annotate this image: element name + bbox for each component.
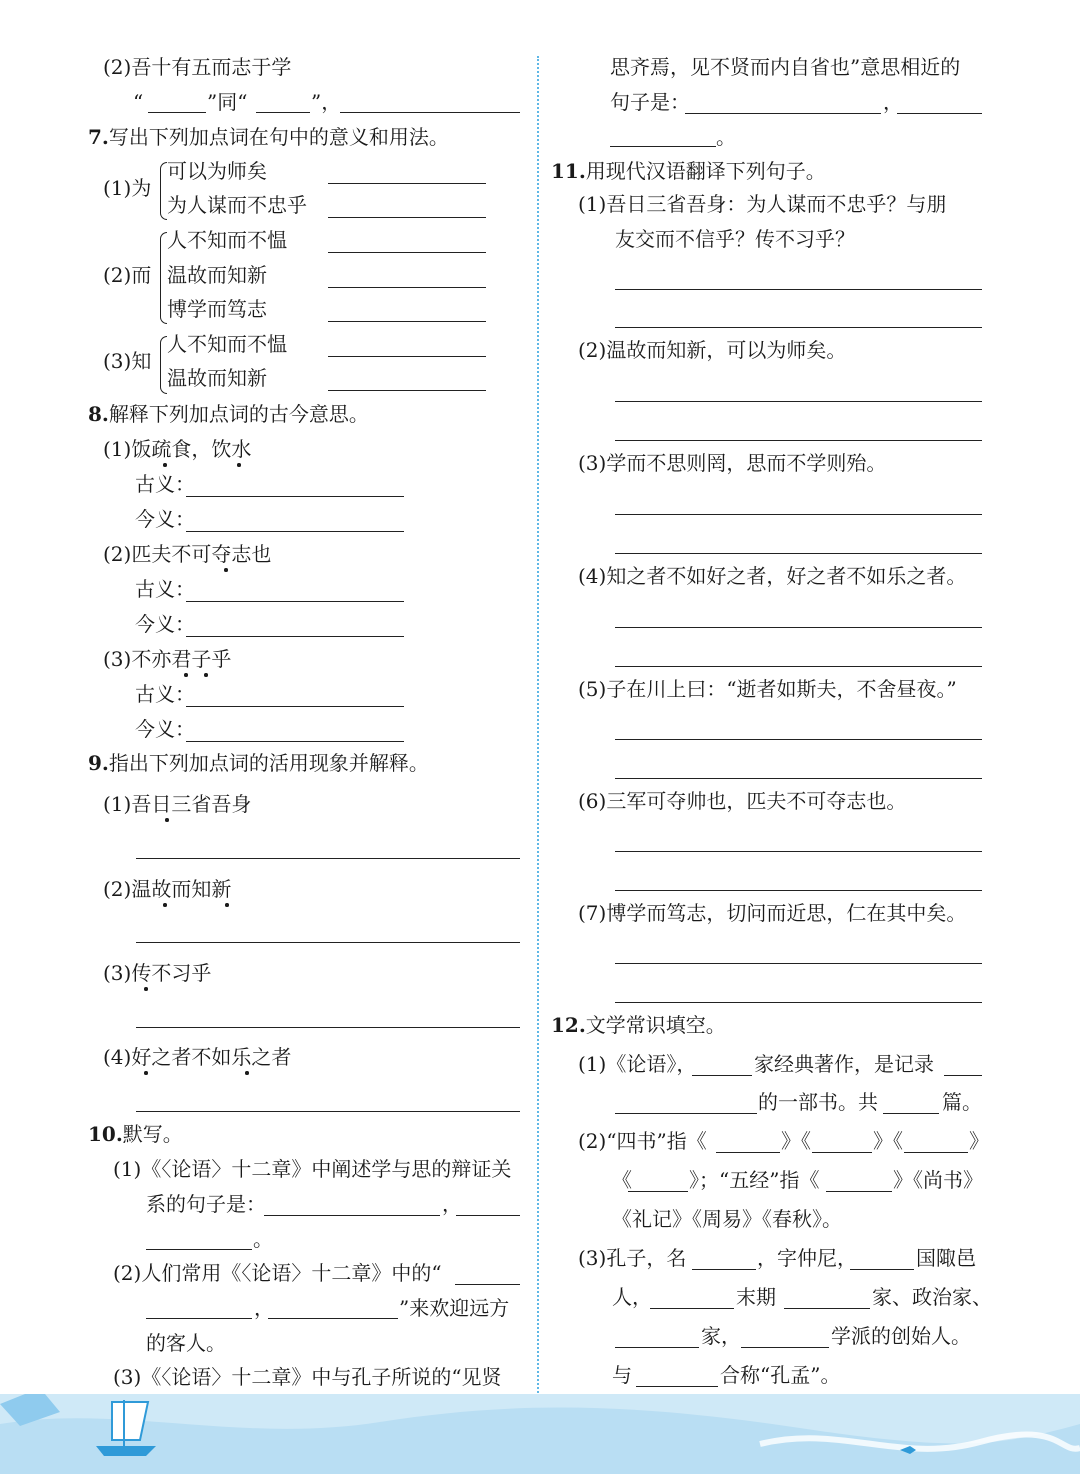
q10-p3-line1: (3)《〈论语〉十二章》中与孔子所说的“见贤 <box>113 1365 502 1389</box>
q10-p2-blank-3[interactable] <box>268 1318 398 1319</box>
emphasis-dot <box>204 673 208 677</box>
q12-c-line1-3: 国陬邑 <box>916 1246 976 1270</box>
q12-b-blank-5[interactable] <box>826 1191 892 1192</box>
q9-title-number: 9. <box>88 751 109 775</box>
q7-g3-label: (3)知 <box>103 349 152 373</box>
q7-g2-c-blank[interactable] <box>328 321 486 322</box>
q10-p2-line1: (2)人们常用《〈论语〉十二章》中的“ <box>113 1261 442 1285</box>
q12-a-line2-2: 篇。 <box>942 1090 982 1114</box>
q10-p1-blank-2[interactable] <box>456 1215 520 1216</box>
q11-s5-blank-1[interactable] <box>615 739 982 740</box>
q9-item1: (1)吾日三省吾身 <box>103 792 252 816</box>
q9-i4-blank[interactable] <box>136 1111 520 1112</box>
q11-title-text: 用现代汉语翻译下列句子。 <box>585 159 826 183</box>
q6-quote-close: ”， <box>311 90 342 114</box>
q12-c-blank-5[interactable] <box>615 1347 699 1348</box>
q12-b-blank-1[interactable] <box>716 1152 780 1153</box>
q12-c-line1-2: ，字仲尼， <box>757 1246 857 1270</box>
q7-g2-label: (2)而 <box>103 263 152 287</box>
q8-i1-jin: 今义： <box>135 507 195 531</box>
q8-i1-gu-blank[interactable] <box>186 496 404 497</box>
q10-p1-blank-1[interactable] <box>264 1215 440 1216</box>
q10-p1-line1: (1)《〈论语〉十二章》中阐述学与思的辩证关 <box>113 1157 512 1181</box>
q12-c-line2-3: 家、政治家、 <box>872 1285 992 1309</box>
q11-s3: (3)学而不思则罔，思而不学则殆。 <box>578 451 887 475</box>
q12-title-text: 文学常识填空。 <box>585 1013 726 1037</box>
q8-item1: (1)饭疏食，饮水 <box>103 437 252 461</box>
q10-p2-blank-1[interactable] <box>455 1284 520 1285</box>
q12-a-line1-1: (1)《论语》， <box>578 1052 697 1076</box>
q11-s7-blank-1[interactable] <box>615 963 982 964</box>
q7-g1-b: 为人谋而不忠乎 <box>167 193 307 217</box>
footer-water-decoration <box>0 1394 1080 1474</box>
q9-title <box>88 750 429 776</box>
q7-g2-a-blank[interactable] <box>328 252 486 253</box>
q12-c-line2-2: 末期 <box>736 1285 776 1309</box>
q12-title <box>551 1012 726 1038</box>
q12-title-number: 12. <box>551 1013 586 1037</box>
q10-title-number: 10. <box>88 1122 123 1146</box>
q9-i2-blank[interactable] <box>136 942 520 943</box>
q12-b-sep-1: 》《 <box>781 1129 811 1153</box>
q10-p2-comma: ， <box>254 1296 274 1320</box>
q8-i3-gu-blank[interactable] <box>186 706 404 707</box>
q12-a-blank-2[interactable] <box>944 1075 982 1076</box>
q12-b-line3: 《礼记》《周易》《春秋》。 <box>612 1207 842 1231</box>
q8-title-text: 解释下列加点词的古今意思。 <box>108 402 369 426</box>
q8-i2-gu-blank[interactable] <box>186 601 404 602</box>
q11-s1-line1: (1)吾日三省吾身：为人谋而不忠乎？与朋 <box>578 192 947 216</box>
q11-s4-blank-2[interactable] <box>615 666 982 667</box>
q8-item2: (2)匹夫不可夺志也 <box>103 542 272 566</box>
emphasis-dot <box>184 673 188 677</box>
q12-a-blank-1[interactable] <box>692 1075 752 1076</box>
q10-p2-blank-2[interactable] <box>146 1318 252 1319</box>
q9-item4: (4)好之者不如乐之者 <box>103 1045 292 1069</box>
q11-s6-blank-2[interactable] <box>615 890 982 891</box>
q8-i1-gu: 古义： <box>135 472 195 496</box>
q10-p1-comma: ， <box>442 1192 462 1216</box>
emphasis-dot <box>245 1071 249 1075</box>
q10-p3-comma: ， <box>883 90 903 114</box>
q7-title-number: 7. <box>88 125 109 149</box>
q12-b-sep-3: 》 <box>969 1129 989 1153</box>
emphasis-dot <box>237 463 241 467</box>
q11-s4-blank-1[interactable] <box>615 627 982 628</box>
emphasis-dot <box>163 903 167 907</box>
q8-i2-jin-blank[interactable] <box>186 636 404 637</box>
column-divider <box>537 56 539 1396</box>
q6-same-as: ”同“ <box>207 90 248 114</box>
q10-p2-tail: ”来欢迎远方 <box>399 1296 510 1320</box>
q12-b-line1-1: (2)“四书”指《 <box>578 1129 707 1153</box>
q7-g2-b-blank[interactable] <box>328 287 486 288</box>
q8-item3: (3)不亦君子乎 <box>103 647 232 671</box>
q7-g3-a-blank[interactable] <box>328 356 486 357</box>
q11-s6: (6)三军可夺帅也，匹夫不可夺志也。 <box>578 789 907 813</box>
q8-title <box>88 401 369 427</box>
brace-icon <box>160 232 167 324</box>
q7-g1-b-blank[interactable] <box>328 217 486 218</box>
q6-blank-1[interactable] <box>148 112 206 113</box>
q11-s2-blank-1[interactable] <box>615 401 982 402</box>
q10-p3-blank-3[interactable] <box>610 146 716 147</box>
q10-p1-line2: 系的句子是： <box>146 1192 266 1216</box>
q12-c-blank-4[interactable] <box>784 1308 870 1309</box>
q7-title <box>88 124 449 150</box>
q12-a-blank-4[interactable] <box>883 1113 939 1114</box>
q9-title-text: 指出下列加点词的活用现象并解释。 <box>108 751 429 775</box>
emphasis-dot <box>224 568 228 572</box>
q11-title-number: 11. <box>551 159 586 183</box>
q12-b-line2-3: 》《尚书》 <box>893 1168 983 1192</box>
q12-a-blank-3[interactable] <box>615 1113 757 1114</box>
q12-c-line3-2: 学派的创始人。 <box>831 1324 971 1348</box>
q9-item3: (3)传不习乎 <box>103 961 212 985</box>
q7-g2-c: 博学而笃志 <box>167 297 267 321</box>
q6-item2: (2)吾十有五而志于学 <box>103 55 292 79</box>
emphasis-dot <box>144 987 148 991</box>
q10-title <box>88 1121 183 1147</box>
q7-g3-b-blank[interactable] <box>328 390 486 391</box>
q12-c-blank-1[interactable] <box>692 1269 756 1270</box>
brace-icon <box>160 162 167 220</box>
q12-a-line1-2: 家经典著作，是记录 <box>754 1052 934 1076</box>
q12-b-line2-1: 《 <box>612 1168 632 1192</box>
emphasis-dot <box>144 1071 148 1075</box>
q7-title-text: 写出下列加点词在句中的意义和用法。 <box>108 125 449 149</box>
emphasis-dot <box>165 818 169 822</box>
q11-title <box>551 158 826 184</box>
q10-p3-end: 。 <box>716 125 736 149</box>
q7-g1-a: 可以为师矣 <box>167 159 267 183</box>
q11-s3-blank-2[interactable] <box>615 553 982 554</box>
q12-b-blank-3[interactable] <box>904 1152 968 1153</box>
q11-s5-blank-2[interactable] <box>615 778 982 779</box>
q9-i1-blank[interactable] <box>136 858 520 859</box>
q11-s1-blank-1[interactable] <box>615 289 982 290</box>
q12-c-line2-1: 人， <box>612 1285 652 1309</box>
q11-s4: (4)知之者不如好之者，好之者不如乐之者。 <box>578 564 967 588</box>
q10-title-text: 默写。 <box>122 1122 183 1146</box>
q8-i3-jin: 今义： <box>135 717 195 741</box>
q12-c-blank-6[interactable] <box>741 1347 829 1348</box>
q12-a-line2-1: 的一部书。共 <box>758 1090 878 1114</box>
q10-p3-blank-2[interactable] <box>897 113 982 114</box>
q11-s1-blank-2[interactable] <box>615 327 982 328</box>
emphasis-dot <box>163 463 167 467</box>
q12-b-blank-4[interactable] <box>628 1191 688 1192</box>
q11-s5: (5)子在川上曰：“逝者如斯夫，不舍昼夜。” <box>578 677 957 701</box>
q12-c-line4-1: 与 <box>612 1363 632 1387</box>
q12-c-blank-7[interactable] <box>636 1386 718 1387</box>
q8-i2-gu: 古义： <box>135 577 195 601</box>
q10-p3-line2: 思齐焉，见不贤而内自省也”意思相近的 <box>610 55 961 79</box>
q8-i3-gu: 古义： <box>135 682 195 706</box>
q8-i3-jin-blank[interactable] <box>186 741 404 742</box>
q11-s1-line2: 友交而不信乎？传不习乎？ <box>615 227 855 251</box>
q12-c-line1-1: (3)孔子，名 <box>578 1246 687 1270</box>
q12-b-blank-2[interactable] <box>812 1152 872 1153</box>
brace-icon <box>160 336 167 394</box>
q10-p2-line3: 的客人。 <box>146 1331 226 1355</box>
q8-title-number: 8. <box>88 402 109 426</box>
q12-c-blank-2[interactable] <box>850 1269 914 1270</box>
q12-b-line2-2: 》；“五经”指《 <box>689 1168 820 1192</box>
q11-s2: (2)温故而知新，可以为师矣。 <box>578 338 847 362</box>
q11-s6-blank-1[interactable] <box>615 851 982 852</box>
q11-s2-blank-2[interactable] <box>615 440 982 441</box>
q7-g3-b: 温故而知新 <box>167 366 267 390</box>
q8-i2-jin: 今义： <box>135 612 195 636</box>
q11-s3-blank-1[interactable] <box>615 514 982 515</box>
q7-g2-a: 人不知而不愠 <box>167 228 287 252</box>
q11-s7: (7)博学而笃志，切问而近思，仁在其中矣。 <box>578 901 967 925</box>
q8-i1-jin-blank[interactable] <box>186 531 404 532</box>
q9-i3-blank[interactable] <box>136 1027 520 1028</box>
q7-g3-a: 人不知而不愠 <box>167 332 287 356</box>
q6-quote-open: “ <box>133 90 144 114</box>
q11-s7-blank-2[interactable] <box>615 1002 982 1003</box>
q6-blank-3[interactable] <box>340 112 520 113</box>
q6-blank-2[interactable] <box>256 112 310 113</box>
q7-g2-b: 温故而知新 <box>167 263 267 287</box>
q10-p3-line3: 句子是： <box>610 90 690 114</box>
q7-g1-label: (1)为 <box>103 176 152 200</box>
q12-b-sep-2: 》《 <box>873 1129 903 1153</box>
q10-p1-end: 。 <box>253 1227 273 1251</box>
q10-p1-blank-3[interactable] <box>146 1249 252 1250</box>
q12-c-line4-2: 合称“孔孟”。 <box>720 1363 841 1387</box>
q10-p3-blank-1[interactable] <box>685 113 881 114</box>
emphasis-dot <box>225 903 229 907</box>
q9-item2: (2)温故而知新 <box>103 877 232 901</box>
q12-c-line3-1: 家， <box>701 1324 741 1348</box>
q7-g1-a-blank[interactable] <box>328 183 486 184</box>
q12-c-blank-3[interactable] <box>650 1308 734 1309</box>
